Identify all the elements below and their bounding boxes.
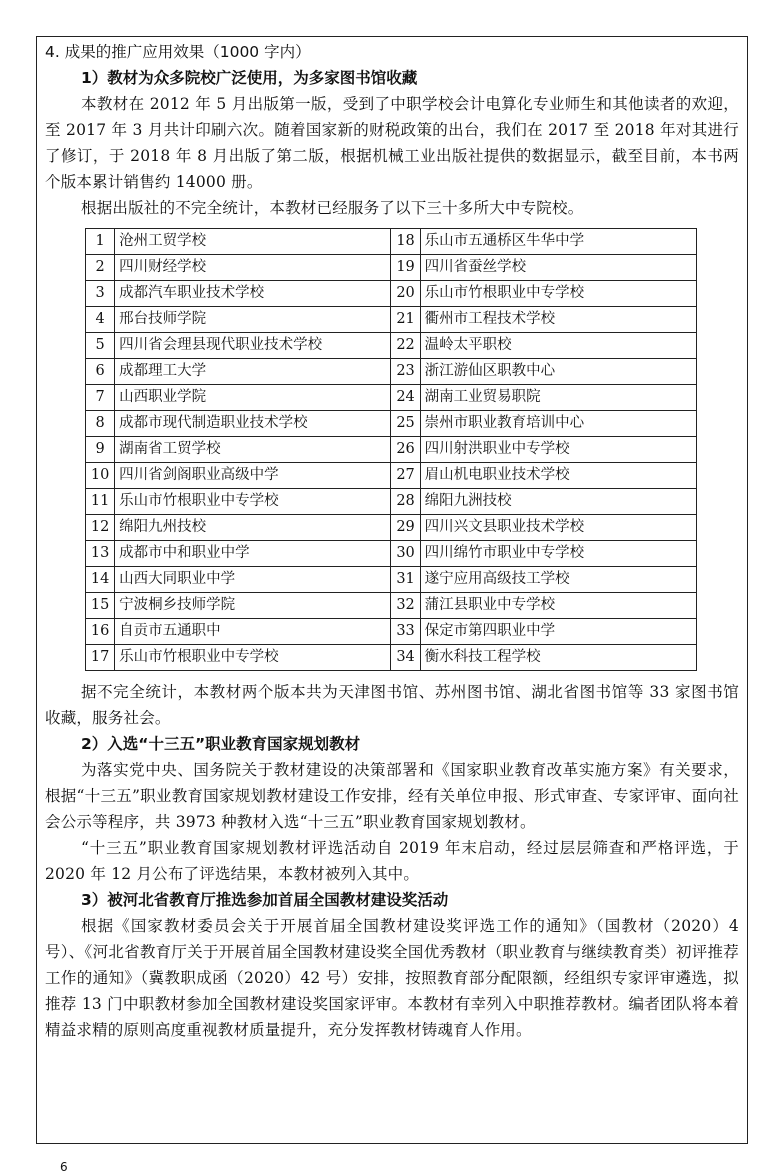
school-name: 自贡市五通职中 xyxy=(115,619,391,645)
table-row xyxy=(86,489,697,515)
school-name: 乐山市竹根职业中专学校 xyxy=(115,489,391,515)
table-row xyxy=(86,619,697,645)
school-number: 3 xyxy=(86,281,115,307)
table-row xyxy=(86,385,697,411)
school-name: 蒲江县职业中专学校 xyxy=(420,593,696,619)
school-number: 29 xyxy=(391,515,420,541)
page-frame xyxy=(36,36,748,1144)
school-name: 乐山市竹根职业中专学校 xyxy=(115,645,391,671)
school-name: 眉山机电职业技术学校 xyxy=(420,463,696,489)
school-name: 沧州工贸学校 xyxy=(115,229,391,255)
school-number: 24 xyxy=(391,385,420,411)
subsection-1-title: 1）教材为众多院校广泛使用，为多家图书馆收藏 xyxy=(81,69,418,87)
school-number: 30 xyxy=(391,541,420,567)
school-number: 31 xyxy=(391,567,420,593)
school-number: 16 xyxy=(86,619,115,645)
school-name: 邢台技师学院 xyxy=(115,307,391,333)
school-number: 9 xyxy=(86,437,115,463)
school-number: 10 xyxy=(86,463,115,489)
school-name: 山西职业学院 xyxy=(115,385,391,411)
school-name: 四川绵竹市职业中专学校 xyxy=(420,541,696,567)
table-row xyxy=(86,229,697,255)
subsection-1-after-table: 据不完全统计，本教材两个版本共为天津图书馆、苏州图书馆、湖北省图书馆等 33 家图书馆收藏，服务社会。 xyxy=(45,683,739,727)
schools-table xyxy=(85,228,697,671)
school-name: 四川财经学校 xyxy=(115,255,391,281)
school-name: 四川省会理县现代职业技术学校 xyxy=(115,333,391,359)
school-number: 8 xyxy=(86,411,115,437)
table-row xyxy=(86,333,697,359)
school-number: 1 xyxy=(86,229,115,255)
school-name: 乐山市竹根职业中专学校 xyxy=(420,281,696,307)
school-number: 11 xyxy=(86,489,115,515)
school-number: 14 xyxy=(86,567,115,593)
school-name: 成都理工大学 xyxy=(115,359,391,385)
table-row xyxy=(86,411,697,437)
school-name: 绵阳九州技校 xyxy=(115,515,391,541)
school-name: 温岭太平职校 xyxy=(420,333,696,359)
school-number: 15 xyxy=(86,593,115,619)
subsection-2-paragraph-2: “十三五”职业教育国家规划教材评选活动自 2019 年末启动，经过层层筛查和严格评选，于 2020 年 12 月公布了评选结果，本教材被列入其中。 xyxy=(45,839,739,883)
table-row xyxy=(86,359,697,385)
table-row xyxy=(86,255,697,281)
table-row xyxy=(86,463,697,489)
subsection-1-paragraph-2: 根据出版社的不完全统计，本教材已经服务了以下三十多所大中专院校。 xyxy=(81,199,584,217)
section-title: 4. 成果的推广应用效果（1000 字内） xyxy=(45,43,311,61)
school-name: 四川省剑阁职业高级中学 xyxy=(115,463,391,489)
school-number: 7 xyxy=(86,385,115,411)
school-name: 绵阳九洲技校 xyxy=(420,489,696,515)
school-name: 浙江游仙区职教中心 xyxy=(420,359,696,385)
school-name: 宁波桐乡技师学院 xyxy=(115,593,391,619)
school-number: 28 xyxy=(391,489,420,515)
school-number: 21 xyxy=(391,307,420,333)
school-number: 22 xyxy=(391,333,420,359)
table-row xyxy=(86,307,697,333)
table-row xyxy=(86,281,697,307)
school-number: 12 xyxy=(86,515,115,541)
school-name: 湖南省工贸学校 xyxy=(115,437,391,463)
school-number: 17 xyxy=(86,645,115,671)
subsection-3-title: 3）被河北省教育厅推选参加首届全国教材建设奖活动 xyxy=(81,891,449,909)
school-number: 33 xyxy=(391,619,420,645)
school-number: 34 xyxy=(391,645,420,671)
school-number: 26 xyxy=(391,437,420,463)
school-name: 成都市中和职业中学 xyxy=(115,541,391,567)
subsection-2-paragraph-1: 为落实党中央、国务院关于教材建设的决策部署和《国家职业教育改革实施方案》有关要求，根据“十三五”职业教育国家规划教材建设工作安排，经有关单位申报、形式审查、专家评审、面向社会公示等程序，共 3973 种教材入选“十三五”职业教育国家规划教材。 xyxy=(45,761,739,831)
subsection-3-paragraph-1: 根据《国家教材委员会关于开展首届全国教材建设奖评选工作的通知》（国教材（2020）4 号）、《河北省教育厅关于开展首届全国教材建设奖全国优秀教材（职业教育与继续教育类）初评推荐工作的通知》（冀教职成函（2020）42 号）安排，按照教育部分配限额，经组织专家评审遴选，拟推荐 13 门中职教材参加全国教材建设奖国家评审。本教材有幸列入中职推荐教材。编者团队将本着精益求精的原则高度重视教材质量提升，充分发挥教材铸魂育人作用。 xyxy=(45,917,739,1039)
page-number: 6 xyxy=(60,1160,68,1174)
school-number: 2 xyxy=(86,255,115,281)
subsection-1-paragraph-1: 本教材在 2012 年 5 月出版第一版，受到了中职学校会计电算化专业师生和其他读者的欢迎，至 2017 年 3 月共计印刷六次。随着国家新的财税政策的出台，我们在 2017 至 2018 年对其进行了修订，于 2018 年 8 月出版了第二版，根据机械工业出版社提供的数据显示，截至目前，本书两个版本累计销售约 14000 册。 xyxy=(45,95,739,191)
school-name: 衢州市工程技术学校 xyxy=(420,307,696,333)
school-name: 衡水科技工程学校 xyxy=(420,645,696,671)
school-name: 四川省蚕丝学校 xyxy=(420,255,696,281)
school-number: 13 xyxy=(86,541,115,567)
school-name: 山西大同职业中学 xyxy=(115,567,391,593)
school-number: 6 xyxy=(86,359,115,385)
school-number: 4 xyxy=(86,307,115,333)
school-name: 乐山市五通桥区牛华中学 xyxy=(420,229,696,255)
school-number: 5 xyxy=(86,333,115,359)
school-name: 成都市现代制造职业技术学校 xyxy=(115,411,391,437)
school-name: 湖南工业贸易职院 xyxy=(420,385,696,411)
content-area xyxy=(45,39,739,1043)
table-row xyxy=(86,437,697,463)
table-row xyxy=(86,645,697,671)
school-number: 19 xyxy=(391,255,420,281)
school-number: 25 xyxy=(391,411,420,437)
school-name: 四川兴文县职业技术学校 xyxy=(420,515,696,541)
school-number: 18 xyxy=(391,229,420,255)
school-name: 保定市第四职业中学 xyxy=(420,619,696,645)
school-number: 32 xyxy=(391,593,420,619)
subsection-2-title: 2）入选“十三五”职业教育国家规划教材 xyxy=(81,735,361,753)
table-row xyxy=(86,515,697,541)
table-row xyxy=(86,593,697,619)
school-number: 27 xyxy=(391,463,420,489)
school-number: 20 xyxy=(391,281,420,307)
school-number: 23 xyxy=(391,359,420,385)
table-row xyxy=(86,567,697,593)
school-name: 崇州市职业教育培训中心 xyxy=(420,411,696,437)
school-name: 成都汽车职业技术学校 xyxy=(115,281,391,307)
table-row xyxy=(86,541,697,567)
school-name: 四川射洪职业中专学校 xyxy=(420,437,696,463)
school-name: 遂宁应用高级技工学校 xyxy=(420,567,696,593)
